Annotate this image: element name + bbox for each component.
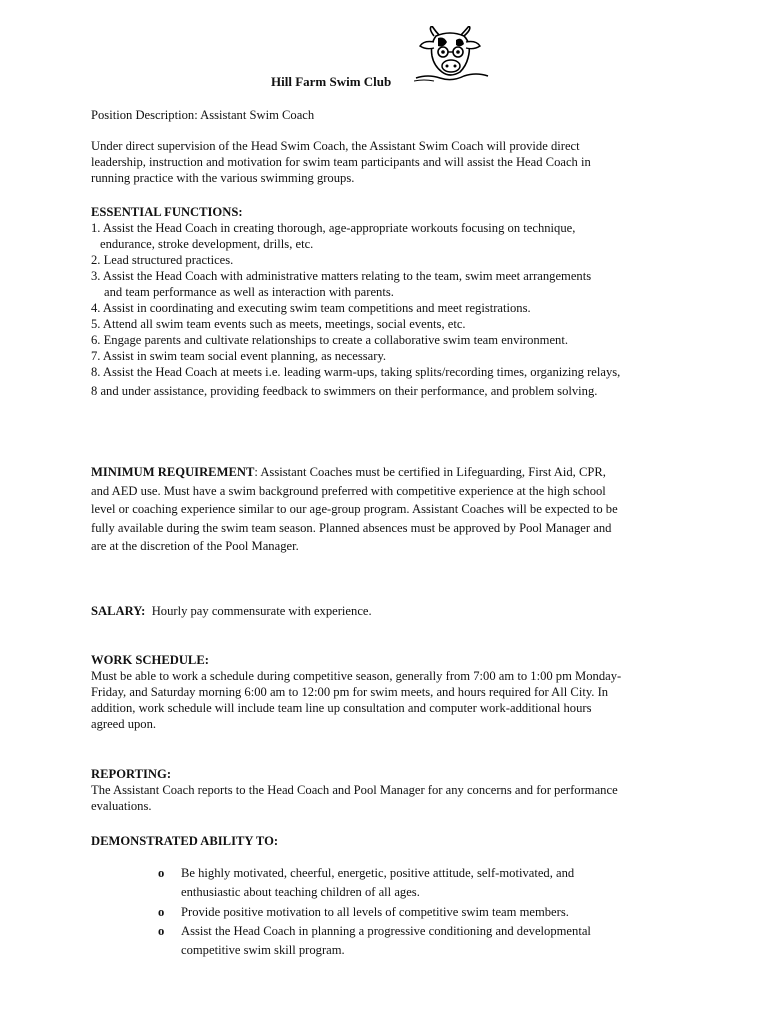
function-item: 6. Engage parents and cultivate relationships to create a collaborative swim team environment.: [91, 333, 568, 347]
demonstrated-ability-heading: DEMONSTRATED ABILITY TO:: [91, 834, 279, 848]
list-item: o Be highly motivated, cheerful, energetic, positive attitude, self-motivated, and enthusiastic about teaching children of all ages.: [158, 866, 575, 900]
intro-line: running practice with the various swimming groups.: [91, 171, 355, 185]
schedule-line: Friday, and Saturday morning 6:00 am to 12:00 pm for swim meets, and hours required for All City. In: [91, 685, 609, 699]
schedule-line: agreed upon.: [91, 717, 157, 731]
section-heading: SALARY:: [91, 604, 146, 618]
page-title: Hill Farm Swim Club: [271, 74, 392, 89]
function-item: 8. Assist the Head Coach at meets i.e. leading warm-ups, taking splits/recording times, organizing relays,: [91, 365, 621, 379]
function-item: 4. Assist in coordinating and executing swim team competitions and meet registrations.: [91, 301, 531, 315]
reporting-section: [91, 766, 691, 814]
function-item: 7. Assist in swim team social event planning, as necessary.: [91, 349, 387, 363]
schedule-line: addition, work schedule will include team line up consultation and computer work-additional hours: [91, 701, 592, 715]
reporting-line: The Assistant Coach reports to the Head Coach and Pool Manager for any concerns and for performance: [91, 783, 618, 797]
requirement-line: and AED use. Must have a swim background preferred with competitive experience at the high school: [91, 483, 606, 498]
section-heading: ESSENTIAL FUNCTIONS:: [91, 205, 243, 219]
function-item: 2. Lead structured practices.: [91, 253, 234, 267]
bullet-marker: o: [158, 923, 165, 938]
reporting-line: evaluations.: [91, 799, 152, 813]
requirement-line: level or coaching experience similar to our age-group program. Assistant Coaches will be expected to be: [91, 502, 618, 517]
function-item-continued: endurance, stroke development, drills, etc.: [100, 237, 314, 251]
section-heading: MINIMUM REQUIREMENT: [91, 465, 255, 479]
salary-text: Hourly pay commensurate with experience.: [151, 604, 372, 618]
position-description: Position Description: Assistant Swim Coach: [91, 108, 315, 122]
salary-section: [91, 603, 691, 619]
function-item: 5. Attend all swim team events such as meets, meetings, social events, etc.: [91, 317, 466, 331]
intro-line: leadership, instruction and motivation for swim team participants and will assist the Head Coach in: [91, 155, 591, 169]
requirement-line: MINIMUM REQUIREMENT: Assistant Coaches must be certified in Lifeguarding, First Aid, CPR,: [91, 465, 606, 479]
requirement-line: fully available during the swim team season. Planned absences must be approved by Pool Manager and: [91, 520, 612, 535]
requirement-line: are at the discretion of the Pool Manager.: [91, 539, 299, 554]
work-schedule-section: [91, 652, 691, 732]
intro-paragraph: [91, 138, 691, 186]
cow-head-icon: [414, 26, 490, 86]
function-item: 1. Assist the Head Coach in creating thorough, age-appropriate workouts focusing on technique,: [91, 221, 576, 235]
essential-functions-section: [91, 204, 691, 399]
section-heading: WORK SCHEDULE:: [91, 653, 209, 667]
schedule-line: Must be able to work a schedule during competitive season, generally from 7:00 am to 1:00 pm Monday-: [91, 669, 622, 683]
function-item-continued: and team performance as well as interaction with parents.: [104, 285, 394, 299]
intro-line: Under direct supervision of the Head Swim Coach, the Assistant Swim Coach will provide direct: [91, 139, 580, 153]
list-item: o Provide positive motivation to all levels of competitive swim team members.: [156, 903, 636, 922]
list-item: o Assist the Head Coach in planning a progressive conditioning and developmental competitive swim skill program.: [158, 923, 591, 958]
bullet-marker: o: [158, 904, 165, 919]
bullet-marker: o: [158, 866, 165, 880]
function-item: 3. Assist the Head Coach with administrative matters relating to the team, swim meet arrangements: [91, 269, 592, 283]
section-heading: REPORTING:: [91, 767, 172, 781]
minimum-requirement-section: [91, 463, 691, 556]
ability-list: [156, 864, 636, 960]
function-item-continued: 8 and under assistance, providing feedback to swimmers on their performance, and problem solving.: [91, 384, 598, 398]
